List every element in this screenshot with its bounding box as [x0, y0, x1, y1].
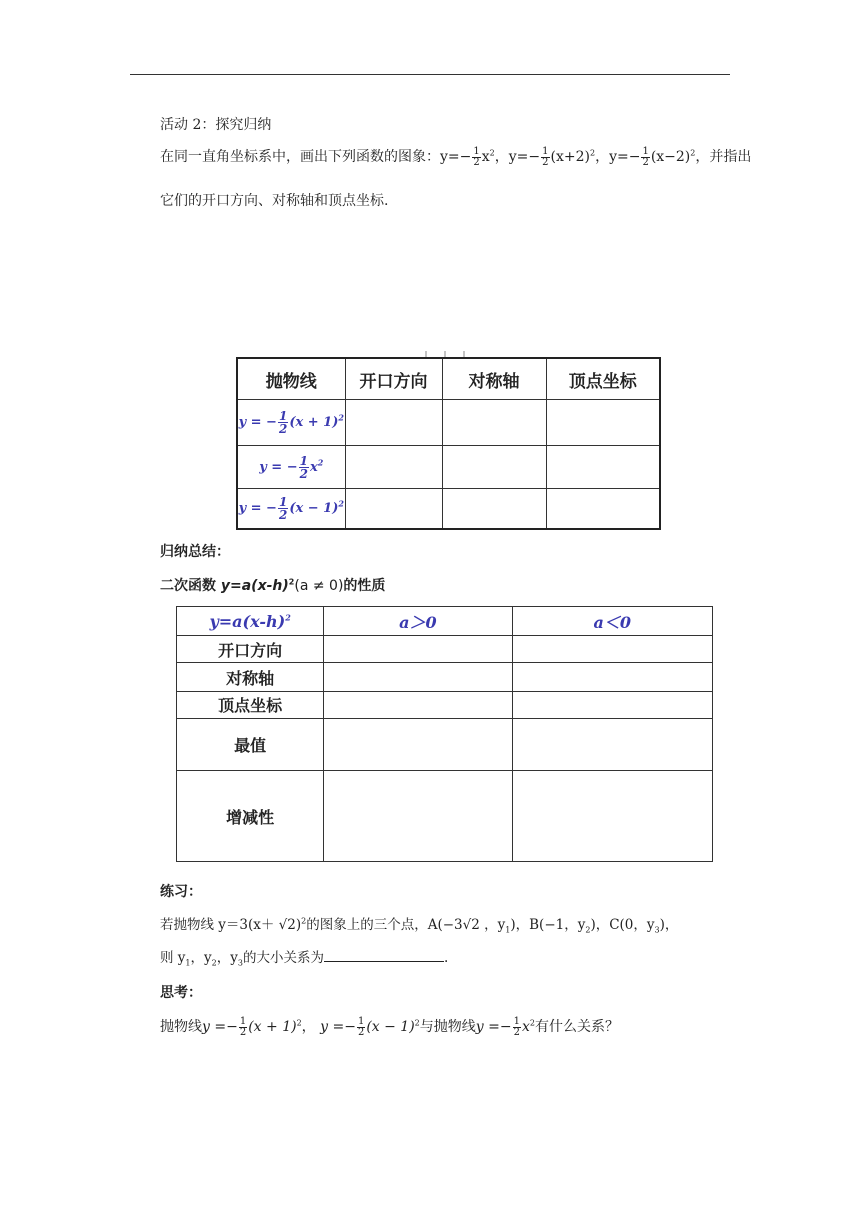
table1-cell — [345, 400, 442, 446]
table1-header: 顶点坐标 — [546, 358, 660, 400]
table2-row-label: 顶点坐标 — [177, 691, 324, 718]
table1-cell — [345, 446, 442, 489]
table2-cell — [512, 636, 712, 663]
table2-corner: $y=a(x-h)^2$ — [177, 607, 324, 636]
table1-cell — [546, 400, 660, 446]
table2-cell — [324, 663, 512, 691]
table1-cell — [546, 446, 660, 489]
table2-row-label: 增减性 — [177, 771, 324, 862]
table1-header: 抛物线 — [237, 358, 345, 400]
table2-cell — [512, 691, 712, 718]
activity-line2: 它们的开口方向、对称轴和顶点坐标. — [160, 193, 389, 209]
activity-heading: 活动 2：探究归纳 — [160, 117, 272, 133]
activity-intro: 在同一直角坐标系中，画出下列函数的图象：y=− $\frac{1}{2}$ $x^2$，y=− $\frac{1}{2}$ $(x+2)^2$，y=− $\frac{1}{2}$ $(x-2)^2$，并指出 — [160, 145, 752, 168]
table1-cell — [345, 489, 442, 529]
table2-col-negative: a＜0 — [512, 607, 712, 636]
table1-cell — [442, 400, 546, 446]
table2-cell — [512, 771, 712, 862]
table1-cell — [442, 446, 546, 489]
answer-blank[interactable] — [324, 949, 444, 962]
table1-cell — [442, 489, 546, 529]
table2-row-label: 开口方向 — [177, 636, 324, 663]
table2-cell — [324, 718, 512, 770]
exercise-line2: 则 $y_1$，$y_2$，$y_3$的大小关系为 . — [160, 950, 449, 968]
table2-cell — [324, 636, 512, 663]
think-question: 抛物线y =− $\frac{1}{2}$ $(x + 1)^2$， y =− $\frac{1}{2}$ $(x - 1)^2$与抛物线y =− $\frac{1}{2}$ $x^2$有什么关系？ — [160, 1015, 619, 1038]
table1-header: 对称轴 — [442, 358, 546, 400]
table1-cell — [546, 489, 660, 529]
table2-cell — [324, 771, 512, 862]
exercise-line1: 若抛物线 $y=3(x+ √2)^2$的图象上的三个点，A(−3√2 ，$y_1$)，B(−1，$y_2$)，C(0，$y_3$)， — [160, 916, 679, 935]
header-rule — [130, 74, 730, 75]
table2-cell — [324, 691, 512, 718]
table1-header: 开口方向 — [345, 358, 442, 400]
property-title: 二次函数 $y=a(x-h)^2(a \ne 0)$的性质 — [160, 577, 386, 594]
table2-row-label: 最值 — [177, 718, 324, 770]
table1-formula: y = − $\frac{1}{2}$ $(x - 1)^2$ — [237, 489, 345, 529]
table1-formula: y = − $\frac{1}{2}$ $(x + 1)^2$ — [237, 400, 345, 446]
think-heading: 思考： — [160, 985, 202, 1001]
table2-row-label: 对称轴 — [177, 663, 324, 691]
parabola-table — [236, 357, 661, 530]
table2-cell — [512, 663, 712, 691]
properties-table — [176, 606, 713, 862]
table2-cell — [512, 718, 712, 770]
summary-heading: 归纳总结： — [160, 544, 230, 560]
table1-formula: y = − $\frac{1}{2}$ $x^2$ — [237, 446, 345, 489]
exercise-heading: 练习： — [160, 884, 202, 900]
table2-col-positive: a＞0 — [324, 607, 512, 636]
